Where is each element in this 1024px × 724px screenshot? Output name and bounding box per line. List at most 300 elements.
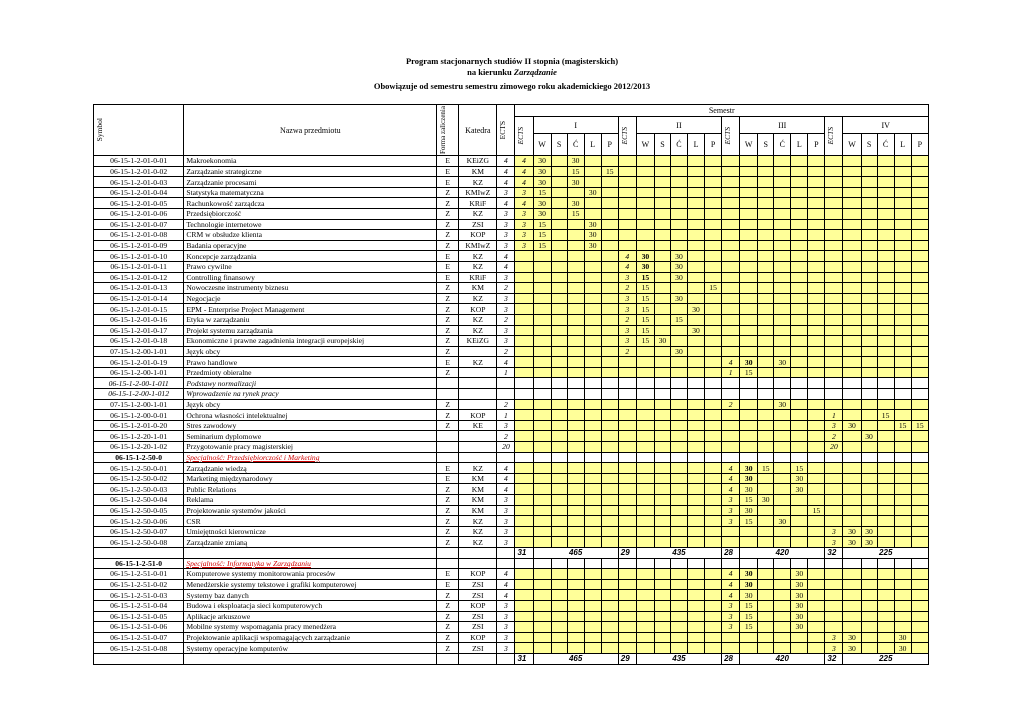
semester-ects-cell — [515, 484, 533, 495]
semester-ects-total: 28 — [722, 547, 740, 558]
hours-cell — [584, 357, 601, 368]
semester-ects-cell — [722, 283, 740, 294]
hours-cell — [584, 314, 601, 325]
hours-cell — [688, 166, 705, 177]
hours-cell — [843, 495, 861, 506]
course-name: Zarządzanie zmianą — [184, 537, 437, 548]
semester-ects-cell — [825, 516, 843, 527]
hours-cell — [911, 177, 928, 188]
hours-cell — [808, 399, 825, 410]
hours-cell — [791, 336, 808, 347]
empty-cell — [705, 452, 722, 463]
course-name: Reklama — [184, 495, 437, 506]
semester-ects-cell — [722, 346, 740, 357]
empty-cell — [567, 558, 584, 569]
hours-cell: 15 — [808, 505, 825, 516]
semester-label-3: III — [740, 117, 825, 134]
hours-cell — [843, 611, 861, 622]
course-ects: 3 — [497, 208, 515, 219]
semester-ects-cell: 3 — [825, 632, 843, 643]
semester-ects-cell — [722, 177, 740, 188]
semester-ects-cell — [722, 251, 740, 262]
semester-ects-cell — [515, 378, 533, 389]
course-row — [94, 208, 929, 219]
semester-ects-cell: 3 — [722, 516, 740, 527]
hours-cell — [740, 643, 758, 654]
hours-cell — [740, 219, 758, 230]
hours-cell: 30 — [636, 261, 654, 272]
semester-ects-cell: 4 — [722, 473, 740, 484]
semester-ects-cell — [825, 187, 843, 198]
hours-cell — [843, 442, 861, 453]
hours-cell — [654, 378, 670, 389]
hours-cell — [654, 431, 670, 442]
hours-cell — [877, 367, 894, 378]
semester-ects-cell — [825, 389, 843, 400]
hours-cell — [567, 272, 584, 283]
hours-cell — [551, 283, 567, 294]
semester-ects-cell — [618, 579, 636, 590]
hours-cell — [861, 208, 877, 219]
hours-cell: 30 — [636, 251, 654, 262]
hours-cell — [654, 208, 670, 219]
course-ects: 4 — [497, 251, 515, 262]
course-department: KM — [459, 484, 497, 495]
hours-cell — [861, 643, 877, 654]
course-ects: 1 — [497, 410, 515, 421]
semester-ects-cell — [515, 304, 533, 315]
course-row — [94, 632, 929, 643]
course-department: KOP — [459, 569, 497, 580]
hours-cell: 30 — [791, 579, 808, 590]
semester-ects-cell — [722, 643, 740, 654]
course-row — [94, 431, 929, 442]
hours-cell — [584, 431, 601, 442]
course-form: E — [437, 251, 459, 262]
hours-cell — [877, 484, 894, 495]
hours-cell — [670, 336, 687, 347]
hours-cell: 15 — [636, 272, 654, 283]
hours-cell — [705, 505, 722, 516]
semester-ects-cell — [722, 442, 740, 453]
course-symbol: 06-15-1-2-00-1-011 — [94, 378, 184, 389]
semester-ects-cell: 4 — [722, 590, 740, 601]
semester-ects-cell — [722, 378, 740, 389]
semester-hours-total: 465 — [533, 653, 618, 664]
empty-cell — [911, 452, 928, 463]
course-form: Z — [437, 622, 459, 633]
hours-cell — [533, 463, 551, 474]
hours-cell — [843, 389, 861, 400]
hours-cell — [894, 261, 911, 272]
semester-ects-cell — [515, 272, 533, 283]
semester-ects-cell — [618, 156, 636, 167]
course-form — [437, 389, 459, 400]
hours-cell — [774, 336, 791, 347]
semester-ects-cell: 4 — [515, 177, 533, 188]
course-form: Z — [437, 410, 459, 421]
hours-cell — [601, 463, 618, 474]
course-symbol: 06-15-1-2-01-0-02 — [94, 166, 184, 177]
hours-cell — [877, 208, 894, 219]
hours-cell — [740, 336, 758, 347]
semester-ects-cell — [515, 346, 533, 357]
hours-cell — [894, 579, 911, 590]
hours-cell — [911, 293, 928, 304]
hours-cell — [584, 505, 601, 516]
hours-cell — [584, 537, 601, 548]
course-symbol: 06-15-1-2-20-1-02 — [94, 442, 184, 453]
hours-cell — [705, 367, 722, 378]
hours-cell — [894, 473, 911, 484]
semester-ects-cell — [618, 230, 636, 241]
empty-cell — [459, 653, 497, 664]
hours-cell — [894, 389, 911, 400]
class-type-header: W — [533, 134, 551, 156]
semester-ects-cell — [825, 283, 843, 294]
course-row — [94, 198, 929, 209]
hours-cell — [877, 261, 894, 272]
hours-cell: 15 — [740, 622, 758, 633]
course-form: E — [437, 463, 459, 474]
hours-cell — [774, 272, 791, 283]
empty-cell — [567, 452, 584, 463]
course-symbol: 06-15-1-2-01-0-10 — [94, 251, 184, 262]
course-row — [94, 516, 929, 527]
empty-cell — [459, 558, 497, 569]
hours-cell — [808, 431, 825, 442]
hours-cell — [584, 632, 601, 643]
semester-label-4: IV — [843, 117, 929, 134]
hours-cell — [601, 187, 618, 198]
hours-cell — [654, 261, 670, 272]
hours-cell — [861, 336, 877, 347]
hours-cell — [654, 632, 670, 643]
class-type-header: Ć — [567, 134, 584, 156]
semester-ects-cell: 4 — [515, 166, 533, 177]
hours-cell — [894, 187, 911, 198]
hours-cell: 15 — [894, 420, 911, 431]
hours-cell — [894, 346, 911, 357]
course-department: KM — [459, 505, 497, 516]
course-symbol: 06-15-1-2-01-0-16 — [94, 314, 184, 325]
hours-cell — [567, 293, 584, 304]
semester-ects-cell — [618, 526, 636, 537]
semester-ects-cell — [618, 569, 636, 580]
semester-ects-total: 32 — [825, 653, 843, 664]
hours-cell — [791, 399, 808, 410]
totals-row — [94, 653, 929, 664]
hours-cell — [877, 251, 894, 262]
hours-cell — [843, 569, 861, 580]
hours-cell — [533, 325, 551, 336]
hours-cell — [654, 240, 670, 251]
hours-cell — [551, 622, 567, 633]
course-department: KMIwZ — [459, 187, 497, 198]
course-form: Z — [437, 516, 459, 527]
hours-cell — [911, 314, 928, 325]
hours-cell — [705, 399, 722, 410]
hours-cell — [584, 198, 601, 209]
name-header: Nazwa przedmiotu — [184, 105, 437, 156]
semester-ects-total: 29 — [618, 547, 636, 558]
hours-cell — [861, 314, 877, 325]
semester-ects-cell: 4 — [722, 357, 740, 368]
hours-cell: 30 — [584, 240, 601, 251]
hours-cell — [911, 208, 928, 219]
empty-cell — [497, 547, 515, 558]
hours-cell — [861, 187, 877, 198]
hours-cell — [861, 272, 877, 283]
hours-cell — [688, 505, 705, 516]
class-type-header: L — [584, 134, 601, 156]
empty-cell — [618, 452, 636, 463]
hours-cell — [636, 473, 654, 484]
semester-ects-total: 28 — [722, 653, 740, 664]
hours-cell — [877, 505, 894, 516]
course-name: Zarządzanie procesami — [184, 177, 437, 188]
hours-cell — [758, 505, 774, 516]
hours-cell — [843, 516, 861, 527]
hours-cell — [758, 526, 774, 537]
course-ects: 3 — [497, 240, 515, 251]
validity-note: Obowiązuje od semestru semestru zimowego roku akademickiego 2012/2013 — [373, 81, 651, 91]
hours-cell — [654, 166, 670, 177]
hours-cell — [670, 177, 687, 188]
hours-cell — [774, 198, 791, 209]
totals-row — [94, 547, 929, 558]
course-row — [94, 569, 929, 580]
hours-cell — [877, 516, 894, 527]
class-type-header: Ć — [877, 134, 894, 156]
hours-cell — [877, 177, 894, 188]
hours-cell — [911, 473, 928, 484]
hours-cell — [705, 198, 722, 209]
hours-cell — [688, 336, 705, 347]
hours-cell — [636, 590, 654, 601]
semester-ects-cell: 3 — [618, 293, 636, 304]
hours-cell — [705, 579, 722, 590]
hours-cell — [894, 516, 911, 527]
semester-ects-cell — [825, 293, 843, 304]
hours-cell — [843, 198, 861, 209]
hours-cell — [601, 272, 618, 283]
symbol-header: Symbol — [94, 105, 184, 156]
hours-cell — [843, 208, 861, 219]
hours-cell — [791, 505, 808, 516]
hours-cell — [636, 410, 654, 421]
hours-cell — [877, 230, 894, 241]
course-ects: 3 — [497, 420, 515, 431]
hours-cell — [654, 325, 670, 336]
hours-cell — [705, 516, 722, 527]
hours-cell — [877, 304, 894, 315]
semester-ects-cell — [825, 495, 843, 506]
hours-cell — [877, 293, 894, 304]
hours-cell — [636, 442, 654, 453]
semester-ects-cell — [515, 495, 533, 506]
semester-ects-cell — [618, 198, 636, 209]
hours-cell — [774, 442, 791, 453]
hours-cell — [601, 230, 618, 241]
hours-cell — [774, 251, 791, 262]
hours-cell — [670, 590, 687, 601]
hours-cell — [758, 251, 774, 262]
hours-cell: 30 — [758, 495, 774, 506]
hours-cell — [911, 484, 928, 495]
course-row — [94, 420, 929, 431]
hours-cell — [551, 537, 567, 548]
semester-header: Semestr — [515, 105, 929, 117]
semester-ects-cell — [515, 600, 533, 611]
class-type-header: S — [551, 134, 567, 156]
hours-cell — [601, 240, 618, 251]
hours-cell: 15 — [705, 283, 722, 294]
hours-cell — [551, 230, 567, 241]
hours-cell — [584, 622, 601, 633]
hours-cell — [584, 304, 601, 315]
hours-cell — [843, 314, 861, 325]
hours-cell — [654, 410, 670, 421]
hours-cell — [843, 473, 861, 484]
hours-cell — [601, 420, 618, 431]
hours-cell — [877, 346, 894, 357]
hours-cell: 30 — [861, 537, 877, 548]
hours-cell — [601, 611, 618, 622]
hours-cell — [688, 399, 705, 410]
hours-cell — [688, 283, 705, 294]
hours-cell — [670, 537, 687, 548]
hours-cell: 30 — [791, 622, 808, 633]
hours-cell — [601, 357, 618, 368]
empty-cell — [184, 547, 437, 558]
course-name: Projekt systemu zarządzania — [184, 325, 437, 336]
hours-cell — [533, 505, 551, 516]
course-form: Z — [437, 283, 459, 294]
empty-cell — [843, 452, 861, 463]
course-ects: 4 — [497, 166, 515, 177]
hours-cell — [774, 590, 791, 601]
hours-cell — [791, 632, 808, 643]
hours-cell — [774, 420, 791, 431]
hours-cell — [894, 357, 911, 368]
hours-cell — [551, 336, 567, 347]
hours-cell — [861, 367, 877, 378]
hours-cell — [758, 632, 774, 643]
semester-ects-cell — [618, 420, 636, 431]
hours-cell — [808, 283, 825, 294]
semester-ects-cell: 3 — [722, 505, 740, 516]
hours-cell: 15 — [636, 314, 654, 325]
hours-cell — [843, 230, 861, 241]
hours-cell — [740, 399, 758, 410]
hours-cell — [688, 293, 705, 304]
course-name: Negocjacje — [184, 293, 437, 304]
hours-cell — [654, 283, 670, 294]
hours-cell — [670, 230, 687, 241]
semester-ects-cell — [515, 261, 533, 272]
hours-cell — [894, 622, 911, 633]
empty-cell — [437, 653, 459, 664]
empty-cell — [437, 452, 459, 463]
hours-cell — [911, 251, 928, 262]
hours-cell — [861, 156, 877, 167]
hours-cell — [533, 336, 551, 347]
hours-cell — [601, 516, 618, 527]
hours-cell — [688, 198, 705, 209]
hours-cell — [911, 346, 928, 357]
hours-cell — [791, 251, 808, 262]
hours-cell — [688, 579, 705, 590]
hours-cell — [758, 378, 774, 389]
hours-cell — [551, 314, 567, 325]
hours-cell: 30 — [843, 420, 861, 431]
hours-cell — [636, 484, 654, 495]
hours-cell — [551, 516, 567, 527]
hours-cell — [688, 357, 705, 368]
hours-cell — [808, 367, 825, 378]
hours-cell — [877, 442, 894, 453]
hours-cell — [551, 219, 567, 230]
hours-cell — [791, 219, 808, 230]
hours-cell — [894, 495, 911, 506]
hours-cell — [774, 505, 791, 516]
hours-cell — [894, 156, 911, 167]
course-symbol: 06-15-1-2-50-0-04 — [94, 495, 184, 506]
hours-cell — [670, 378, 687, 389]
hours-cell — [894, 230, 911, 241]
empty-cell — [459, 452, 497, 463]
hours-cell — [584, 600, 601, 611]
hours-cell — [911, 304, 928, 315]
hours-cell — [636, 166, 654, 177]
document-title: Program stacjonarnych studiów II stopnia (magisterskich) — [405, 56, 619, 66]
hours-cell: 30 — [567, 177, 584, 188]
hours-cell — [774, 367, 791, 378]
course-name: Stres zawodowy — [184, 420, 437, 431]
course-name: Systemy baz danych — [184, 590, 437, 601]
empty-cell — [843, 558, 861, 569]
semester-hours-total: 435 — [636, 653, 721, 664]
hours-cell — [551, 187, 567, 198]
empty-cell — [825, 452, 843, 463]
hours-cell — [688, 622, 705, 633]
hours-cell — [861, 346, 877, 357]
hours-cell — [551, 463, 567, 474]
hours-cell — [758, 187, 774, 198]
course-department: KM — [459, 166, 497, 177]
hours-cell — [705, 346, 722, 357]
hours-cell: 30 — [843, 632, 861, 643]
form-header: Forma zaliczenia — [437, 105, 459, 156]
hours-cell — [654, 484, 670, 495]
hours-cell — [533, 389, 551, 400]
course-ects: 3 — [497, 293, 515, 304]
hours-cell — [843, 166, 861, 177]
semester-ects-cell: 3 — [825, 537, 843, 548]
hours-cell: 30 — [843, 643, 861, 654]
hours-cell — [861, 219, 877, 230]
hours-cell: 30 — [774, 516, 791, 527]
hours-cell — [808, 325, 825, 336]
course-row — [94, 505, 929, 516]
hours-cell — [551, 156, 567, 167]
semester-ects-cell: 3 — [515, 208, 533, 219]
hours-cell — [601, 156, 618, 167]
hours-cell — [791, 293, 808, 304]
hours-cell — [601, 632, 618, 643]
hours-cell — [705, 410, 722, 421]
